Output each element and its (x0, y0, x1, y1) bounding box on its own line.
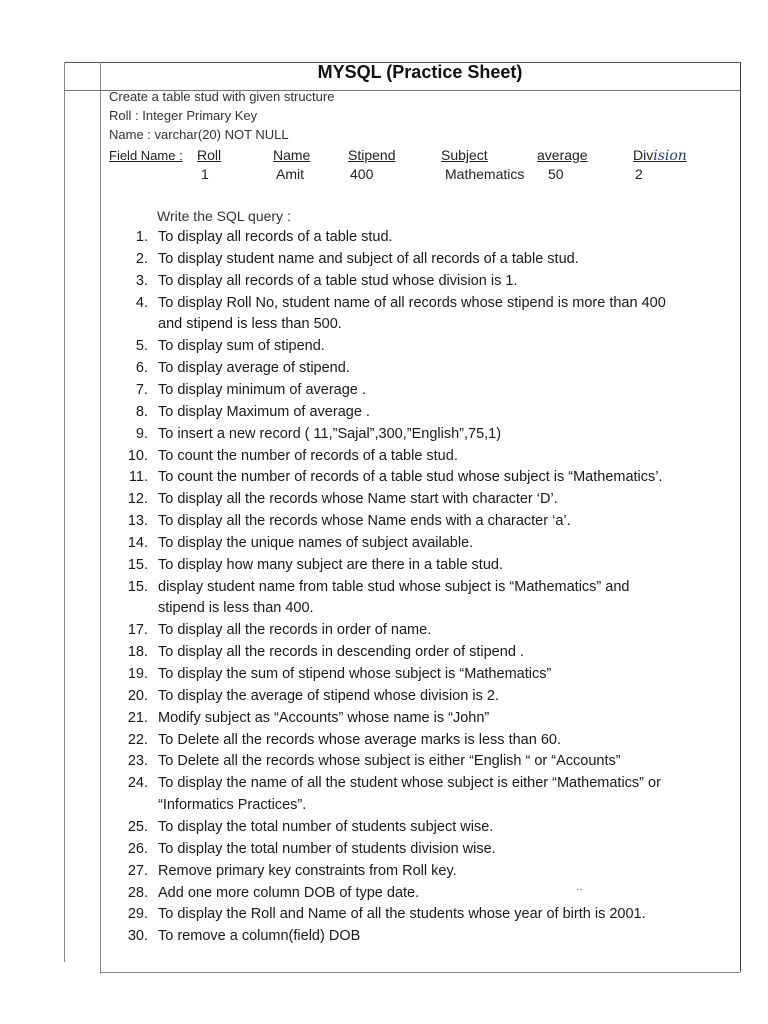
question-text: To insert a new record ( 11,”Sajal”,300,”English”,75,1) (158, 425, 502, 442)
cell-subject: Mathematics (445, 166, 525, 182)
question-text: Add one more column DOB of type date. (158, 884, 420, 901)
cell-roll: 1 (201, 166, 209, 182)
field-name-label: Field Name : (109, 148, 183, 163)
question-number: 13. (127, 513, 148, 530)
question-text: To display all the records in descending order of stipend . (158, 644, 524, 661)
question-text: To display all the records whose Name start with character ‘D’. (158, 491, 558, 508)
question-number: 24. (127, 775, 148, 792)
structure-line-create: Create a table stud with given structure (109, 89, 335, 104)
question-number: 30. (127, 928, 148, 945)
cell-name: Amit (276, 166, 304, 182)
question-text: To display minimum of average . (158, 381, 366, 398)
question-number: 15. (127, 578, 148, 595)
question-text: To display Roll No, student name of all records whose stipend is more than 400 (158, 294, 666, 311)
question-number: 23. (127, 753, 148, 770)
structure-line-name: Name : varchar(20) NOT NULL (109, 127, 289, 142)
question-number: 3. (135, 272, 148, 289)
question-text: To count the number of records of a table stud. (158, 447, 458, 464)
question-number: 12. (127, 491, 148, 508)
header-name: Name (273, 147, 311, 163)
question-number: 28. (127, 884, 148, 901)
cell-average: 50 (548, 166, 564, 182)
question-text: To display student name and subject of all records of a table stud. (158, 250, 579, 267)
question-text: To display the total number of students division wise. (158, 840, 496, 857)
question-number: 7. (135, 381, 148, 398)
question-text: To display the Roll and Name of all the students whose year of birth is 2001. (158, 906, 646, 923)
question-number: 29. (127, 906, 148, 923)
question-number: 8. (135, 403, 148, 420)
margin-line (100, 62, 101, 974)
question-text: To display average of stipend. (158, 360, 350, 377)
question-number: 4. (135, 294, 148, 311)
question-number: 5. (135, 338, 148, 355)
header-average: average (537, 147, 588, 163)
instructions-heading: Write the SQL query : (157, 208, 291, 224)
frame-bottom-border (100, 972, 740, 973)
question-text: To display all the records in order of name. (158, 622, 432, 639)
question-text-continued: and stipend is less than 500. (158, 316, 342, 333)
question-text: To display the average of stipend whose division is 2. (158, 687, 499, 704)
question-number: 25. (127, 818, 148, 835)
question-text: To Delete all the records whose subject is either “English “ or “Accounts” (158, 753, 621, 770)
question-number: 17. (127, 622, 148, 639)
question-text: Modify subject as “Accounts” whose name is “John” (158, 709, 490, 726)
question-text: To display all records of a table stud. (158, 229, 393, 245)
question-number: 15. (127, 556, 148, 573)
question-number: 14. (127, 534, 148, 551)
cell-division: 2 (635, 166, 643, 182)
header-stipend: Stipend (348, 147, 396, 163)
question-text: To display all the records whose Name ends with a character ‘a’. (158, 513, 571, 530)
question-number: 26. (127, 840, 148, 857)
question-text: To count the number of records of a table stud whose subject is “Mathematics’. (158, 469, 663, 486)
question-text: To Delete all the records whose average marks is less than 60. (158, 731, 561, 748)
question-text: display student name from table stud whose subject is “Mathematics” and (158, 578, 630, 595)
question-number: 1. (135, 229, 148, 245)
question-text: To display Maximum of average . (158, 403, 370, 420)
frame-left-border (64, 62, 65, 962)
header-subject: Subject (441, 147, 488, 163)
cell-stipend: 400 (350, 166, 374, 182)
question-text: To display how many subject are there in a table stud. (158, 556, 503, 573)
question-text-continued: stipend is less than 400. (158, 600, 314, 617)
structure-line-roll: Roll : Integer Primary Key (109, 108, 258, 123)
header-division: Division (633, 147, 687, 164)
header-roll: Roll (197, 147, 222, 163)
question-text: To display all records of a table stud whose division is 1. (158, 272, 518, 289)
question-number: 27. (127, 862, 148, 879)
question-number: 6. (135, 360, 148, 377)
question-number: 2. (135, 250, 148, 267)
question-number: 21. (127, 709, 148, 726)
stray-marks: ·· (576, 884, 583, 895)
question-number: 19. (127, 666, 148, 682)
question-text-continued: “Informatics Practices”. (158, 797, 307, 814)
question-text: To display the name of all the student whose subject is either “Mathematics” or (158, 775, 661, 792)
question-number: 9. (135, 425, 148, 442)
question-number: 20. (127, 687, 148, 704)
question-text: Remove primary key constraints from Roll key. (158, 862, 457, 879)
question-text: To display the sum of stipend whose subject is “Mathematics” (158, 666, 552, 682)
question-number: 22. (127, 731, 148, 748)
question-number: 18. (127, 644, 148, 661)
question-text: To display sum of stipend. (158, 338, 325, 355)
question-number: 11. (128, 469, 148, 486)
question-text: To remove a column(field) DOB (158, 928, 361, 945)
question-text: To display the total number of students subject wise. (158, 818, 494, 835)
question-text: To display the unique names of subject available. (158, 534, 474, 551)
frame-right-border (740, 62, 741, 972)
question-number: 10. (127, 447, 148, 464)
page-title: MYSQL (Practice Sheet) (317, 62, 523, 82)
